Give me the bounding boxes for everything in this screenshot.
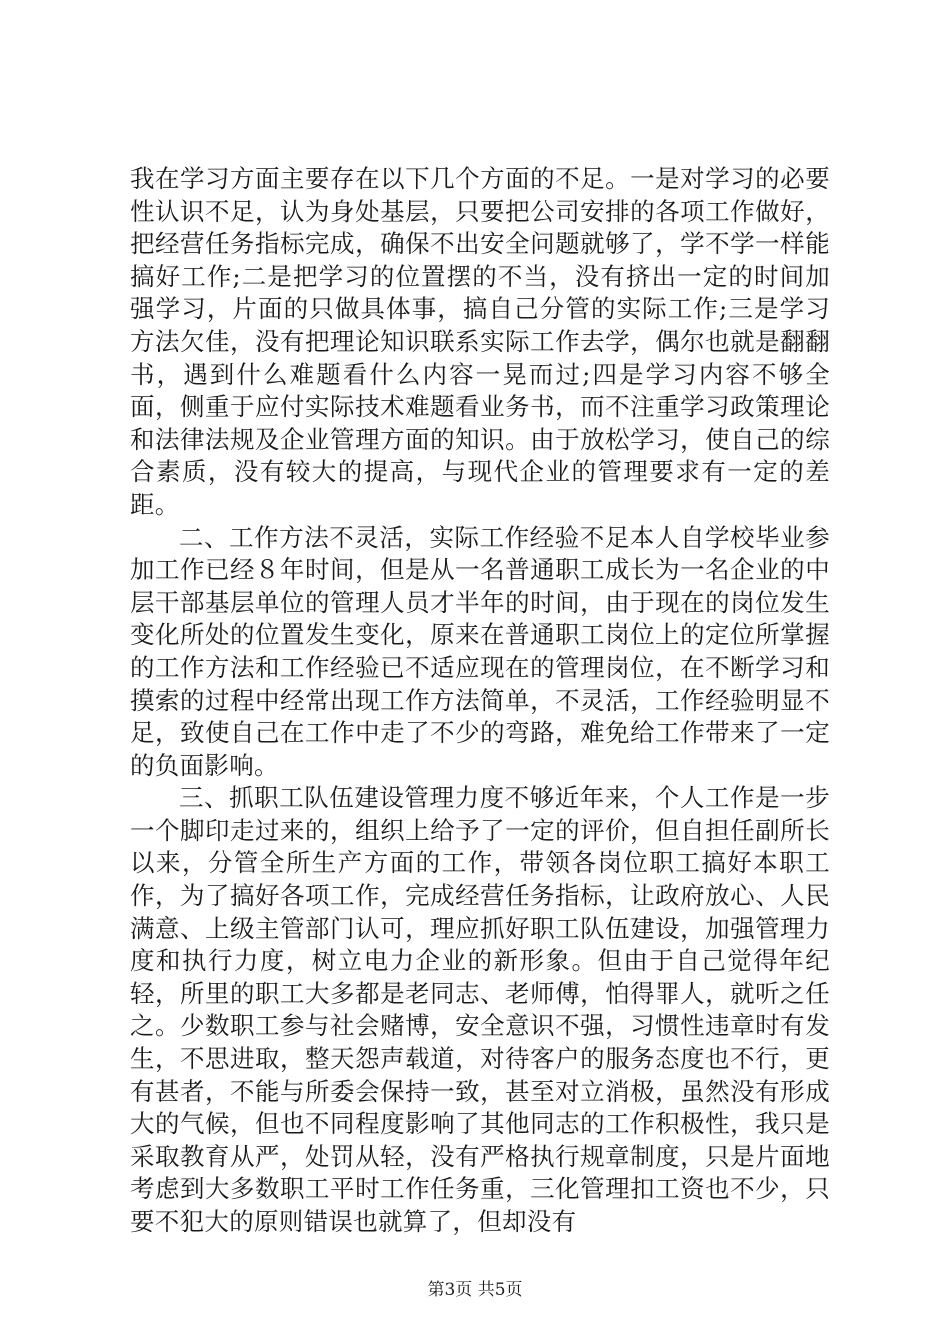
page-footer (0, 1275, 950, 1300)
paragraph-2: 二、工作方法不灵活，实际工作经验不足本人自学校毕业参加工作已经８年时间，但是从一名普通职工成长为一名企业的中层干部基层单位的管理人员才半年的时间，由于现在的岗位发生变化所处的位置发生变化，原来在普通职工岗位上的定位所掌握的工作方法和工作经验已不适应现在的管理岗位，在不断学习和摸索的过程中经常出现工作方法简单，不灵活，工作经验明显不足，致使自己在工作中走了不少的弯路，难免给工作带来了一定的负面影响。 (130, 522, 830, 780)
paragraph-3: 三、抓职工队伍建设管理力度不够近年来，个人工作是一步一个脚印走过来的，组织上给予了一定的评价，但自担任副所长以来，分管全所生产方面的工作，带领各岗位职工搞好本职工作，为了搞好各项工作，完成经营任务指标，让政府放心、人民满意、上级主管部门认可，理应抓好职工队伍建设，加强管理力度和执行力度，树立电力企业的新形象。但由于自己觉得年纪轻，所里的职工大多都是老同志、老师傅，怕得罪人，就听之任之。少数职工参与社会赌博，安全意识不强，习惯性违章时有发生，不思进取，整天怨声载道，对待客户的服务态度也不行，更有甚者，不能与所委会保持一致，甚至对立消极，虽然没有形成大的气候，但也不同程度影响了其他同志的工作积极性，我只是采取教育从严，处罚从轻，没有严格执行规章制度，只是片面地考虑到大多数职工平时工作任务重，三化管理扣工资也不少，只要不犯大的原则错误也就算了，但却没有 (130, 783, 830, 1236)
paragraph-1: 我在学习方面主要存在以下几个方面的不足。一是对学习的必要性认识不足，认为身处基层，只要把公司安排的各项工作做好，把经营任务指标完成，确保不出安全问题就够了，学不学一样能搞好工作;二是把学习的位置摆的不当，没有挤出一定的时间加强学习，片面的只做具体事，搞自己分管的实际工作;三是学习方法欠佳，没有把理论知识联系实际工作去学，偶尔也就是翻翻书，遇到什么难题看什么内容一晃而过;四是学习内容不够全面，侧重于应付实际技术难题看业务书，而不注重学习政策理论和法律法规及企业管理方面的知识。由于放松学习，使自己的综合素质，没有较大的提高，与现代企业的管理要求有一定的差距。 (130, 164, 830, 519)
document-body (130, 163, 830, 1239)
page-number-label: 第3页 共5页 (427, 1280, 523, 1300)
